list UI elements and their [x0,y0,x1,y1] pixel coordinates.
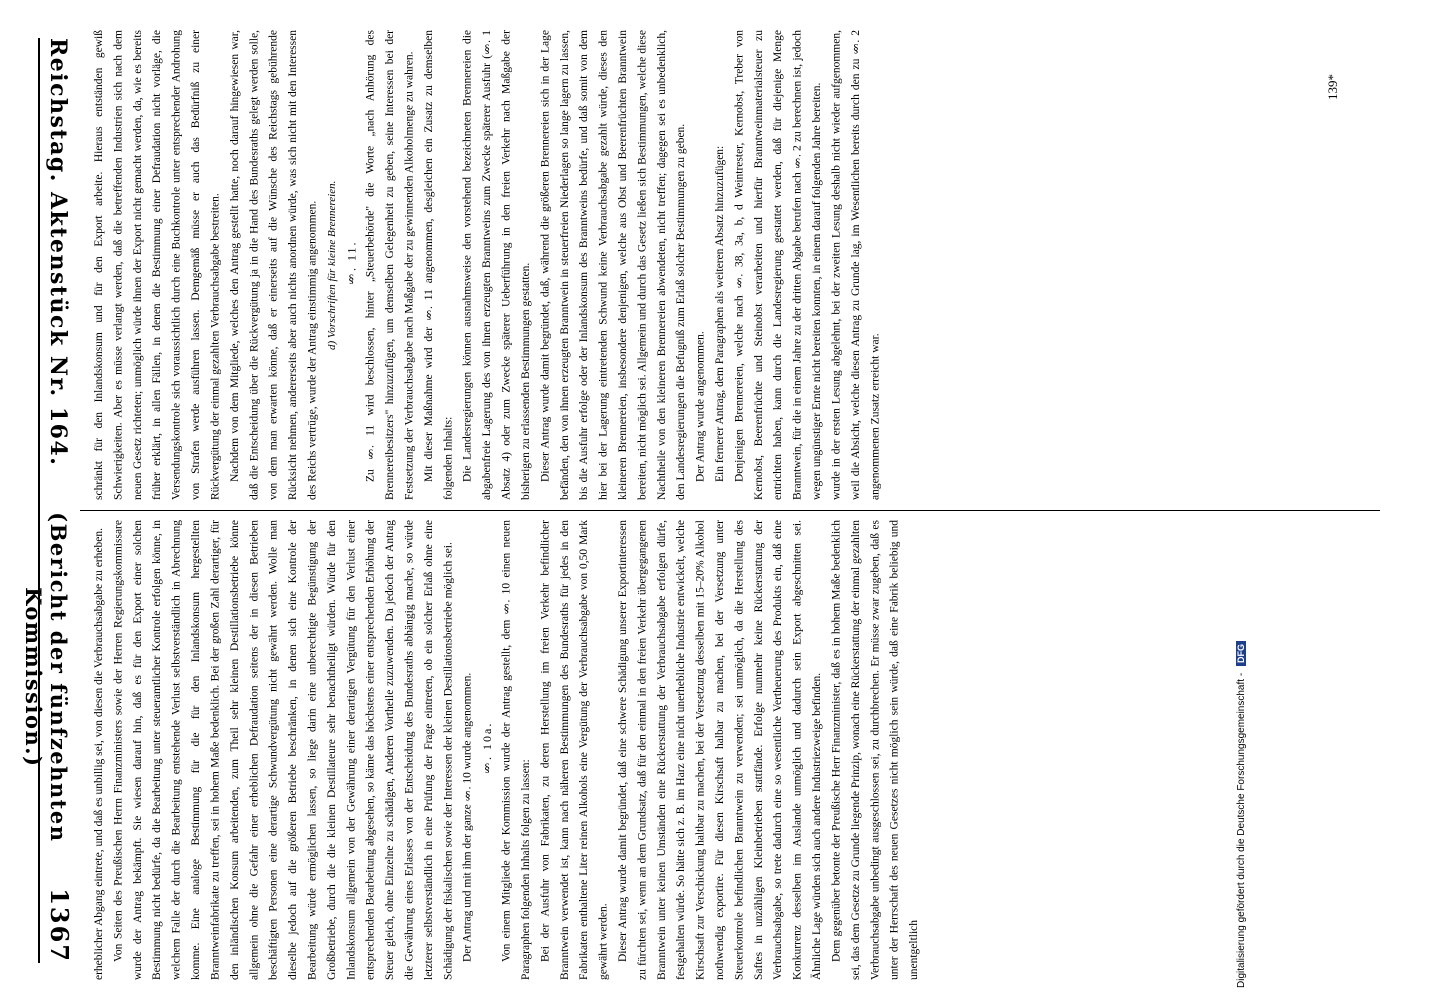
paragraph: Zu §. 11 wird beschlossen, hinter „Steuerbehörde" die Worte „nach Anhörung des Brennereibesitzers" hinzuzufügen, um demselben Gelegenheit zu geben, seine Interessen bei der Festsetzung der Verbrauchsabgabe nach Maßgabe der zu gewinnenden Alkoholmenge zu wahren. [364,30,416,500]
credit-text: Digitalisierung gefördert durch die Deutsche Forschungsgemeinschaft - [1236,672,1247,988]
paragraph: Die Landesregierungen können ausnahmsweise den vorstehend bezeichneten Brennereien die abgabenfreie Lagerung des von ihnen erzeugten Branntweins zum Zwecke späterer Ausfuhr (§. 1 Absatz 4) oder zum Zwecke späterer Ueberführung in den freien Verkehr nach Maßgabe der bisherigen zu erlassenden Bestimmungen gestatten. [461,30,532,500]
right-column [90,30,1410,500]
paragraph: Dieser Antrag wurde damit begründet, daß eine schwere Schädigung unserer Exportinteressen zu fürchten sei, wenn an dem Grundsatz, daß für den einmal in den freien Verkehr übergegangenen Branntwein unter keinen Umständen eine Rückerstattung der Verbrauchsabgabe erfolgen dürfe, festgehalten würde. So hätte sich z. B. im Harz eine nicht unerhebliche Industrie entwickelt, welche Kirschsaft zur Verschickung haltbar zu machen, bei der Versetzung desselben mit 15–20% Alkohol nothwendig exportire. Für diesen Kirschsaft halbar zu machen, bei der Versetzung unter Steuerkontrole befindlichen Branntwein zu verwenden; sei unmöglich, da die Herstellung des Saftes in unzähligen Kleinbetrieben stattfände. Erfolge nunmehr keine Rückerstattung der Verbrauchsabgabe, so trete dadurch eine so wesentliche Vertheuerung des Produkts ein, daß eine Konkurrenz desselben im Auslande unmöglich und dadurch sein Export abgeschnitten sei. Ähnliche Lage würden sich auch andere Industriezweige befinden. [616,520,824,980]
paragraph: Der Antrag und mit ihm der ganze §. 10 wurde angenommen. [461,672,474,962]
paragraph: Nachdem von dem Mitgliede, welches den Antrag gestellt hatte, noch darauf hingewiesen war, daß die Entscheidung über die Rückvergütung ja in die Hand des Bundesraths gelegt werden solle, von dem man erwarten könne, daß er einerseits auf die Wünsche des Reichstags gebührende Rücksicht nehmen, andererseits aber auch nichts anordnen würde, was sich nicht mit den Interessen des Reichs vertrüge, wurde der Antrag einstimmig angenommen. [228,30,319,500]
header-report: (Bericht der fünfzehnten Kommission.) [21,512,71,843]
paragraph: erheblicher Abgang eintrete, und daß es unbillig sei, von diesen die Verbrauchsabgabe zu erheben. [93,528,105,980]
section-title: §. 11. [344,240,359,288]
paragraph: schränkt für den Inlandskonsum und für den Export arbeite. Hieraus entständen gewiß Schwierigkeiten. Aber es müsse verlangt werden, daß die betreffenden Industrien sich nach dem neuen Gesetz richteten; unmöglich würde ihnen der Export nicht gemacht werden, da, wie es bereits früher erklärt, in allen Fällen, in denen die Bestimmung einer Defraudation nicht vorläge, die Versendungskontrole sich voraussichtlich durch eine Buchkontrole unter entsprechender Androhung von Strafen werde ausführen lassen. Demgemäß müsse er auch das Bedürfniß zu einer Rückvergütung der einmal gezahlten Verbrauchsabgabe bestreiten. [93,30,222,500]
paragraph: Dieser Antrag wurde damit begründet, daß, während die größeren Brennereien sich in der Lage befänden, den von ihnen erzeugten Branntwein in steuerfreien Niederlagen so lange lagern zu lassen, bis die Ausfuhr erfolge oder der Inlandskonsum des Branntweins bedürfe, und daß somit von dem hier bei der Lagerung eintretenden Schwund keine Verbrauchsabgabe gezahlt würde, dieses den kleineren Brennereien, insbesondere denjenigen, welche aus Obst und Beerenfrüchten Branntwein bereiten, nicht möglich sei. Allgemein und durch das Gesetz ließen sich Bestimmungen, welche diese Nachtheile von den kleineren Brennereien abwendeten, nicht treffen; dagegen sei es unbedenklich, den Landesregierungen die Befugniß zum Erlaß solcher Bestimmungen zu geben. [539,30,688,500]
paragraph: Ein fernerer Antrag, dem Paragraphen als weiteren Absatz hinzuzufügen: [714,145,726,482]
header-strip [30,20,80,980]
paragraph: Denjenigen Brennereien, welche nach §. 38, 3a, b, d Weintrester, Kernobst, Treber von Kernobst, Beerenfrüchte und Steinobst verarbeiten und hierfür Branntweinmaterialsteuer zu entrichten haben, kann durch die Landesregierung gestattet werden, daß für diejenige Menge Branntwein, für die in einem Jahre zu der dritten Abgabe berufen nach §. 2 zu berechnen ist, jedoch wegen ungünstiger Ernte nicht bereiten konnten, in einem darauf folgenden Jahre bereiten. [733,30,824,500]
paragraph: Bei der Ausfuhr von Fabrikaten, zu deren Herstellung im freien Verkehr befindlicher Branntwein verwendet ist, kann nach näheren Bestimmungen des Bundesraths für jedes in den Fabrikaten enthaltene Liter reinen Alkohols eine Vergütung der Verbrauchsabgabe von 0,50 Mark gewährt werden. [539,520,610,980]
dfg-logo: DFG [1236,641,1246,666]
page-number: 1367 [45,888,74,963]
column-divider [80,510,1380,511]
footer-number: 139* [1325,74,1340,100]
text-columns [60,30,1400,980]
paragraph: Dem gegenüber betonte der Preußische Herr Finanzminister, daß es in hohem Maße bedenklich sei, das dem Gesetze zu Grunde liegende Prinzip, wonach eine Rückerstattung der einmal gezahlten Verbrauchsabgabe unbedingt ausgeschlossen sei, zu durchbrechen. Er müsse zwar zugeben, daß es unter der Herrschaft des neuen Gesetzes nicht möglich sein würde, daß eine Fabrik beliebig und unentgeltlich [830,520,921,980]
left-column-body [90,520,924,980]
paragraph: Der Antrag wurde angenommen. [694,331,707,482]
right-column-body [90,30,886,500]
subsection-title: d) Vorschriften für kleine Brennereien. [325,180,338,350]
dfg-credit [1236,641,1247,988]
paragraph: Von Seiten des Preußischen Herrn Finanzministers sowie der Herren Regierungskommissare wurde der Antrag bekämpft. Sie wiesen darauf hin, daß es für den Export einer solchen Bestimmung nicht bedürfe, da die Bearbeitung unter steueramtlicher Kontrole erfolgen könne, in welchem Falle der durch die Bearbeitung entstehende Verlust selbstverständlich in Abrechnung komme. Eine analoge Bestimmung für die für den Inlandskonsum hergestellten Branntweinfabrikate zu treffen, sei in hohem Maße bedenklich. Bei der großen Zahl derartiger, für den inländischen Konsum arbeitenden, zum Theil sehr kleinen Destillationsbetriebe könne allgemein ohne die Gefahr einer erheblichen Defraudation seitens der in diesen Betrieben beschäftigten Personen eine derartige Schwundvergütung nicht gewährt werden. Wolle man dieselbe jedoch auf die größeren Betriebe beschränken, in denen sich eine Kontrole der Bearbeitung würde ermöglichen lassen, so liege darin eine unberechtigte Begünstigung der Großbetriebe, durch die die kleinen Destillateure sehr benachtheiligt würden. Würde für den Inlandskonsum allgemein von der Gewährung einer derartigen Vergütung für den Verlust einer entsprechenden Bearbeitung abgesehen, so käme das höchstens einer entsprechenden Erhöhung der Steuer gleich, ohne Einzelne zu schädigen, Anderen Vortheile zuzuwenden. Da jedoch der Antrag die Gewährung eines Erlasses von der Entscheidung des Bundesraths abhängig mache, so würde letzterer selbstverständlich in eine Prüfung der Frage eintreten, ob ein solcher Erlaß ohne eine Schädigung der fiskalischen sowie der Interessen der kleinen Destillationsbetriebe möglich sei. [112,520,455,980]
paragraph: Mit dieser Maßnahme wird der §. 11 angenommen, desgleichen ein Zusatz zu demselben folgenden Inhalts: [422,30,455,500]
paragraph: Von einem Mitgliede der Kommission wurde der Antrag gestellt, dem §. 10 einen neuen Paragraphen folgenden Inhalts folgen zu lassen: [500,520,532,980]
left-column [90,520,1380,980]
paragraph: wurde in der ersten Lesung abgelehnt, bei der zweiten Lesung deshalb nicht wieder aufgenommen, weil die Absicht, welche diesen Antrag zu Grunde lag, im Wesentlichen bereits durch den zu §. 2 angenommenen Zusatz erreicht war. [830,30,882,500]
header-title: Reichstag. Aktenstück Nr. 164. [45,38,71,467]
section-title: §. 10a. [480,721,495,777]
